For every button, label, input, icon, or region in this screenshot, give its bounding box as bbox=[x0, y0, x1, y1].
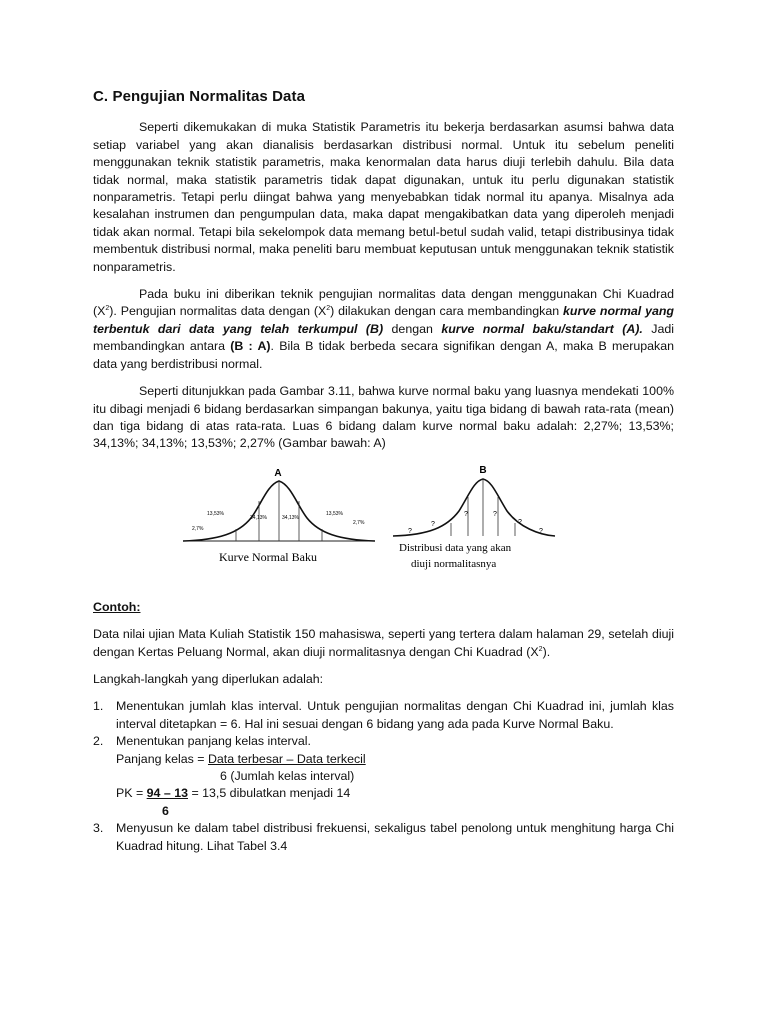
example-intro bbox=[93, 626, 674, 661]
p2-text-e: Jadi membandingkan antara bbox=[93, 321, 674, 354]
steps-intro: Langkah-langkah yang diperlukan adalah: bbox=[93, 671, 324, 686]
p2-text-d: dengan bbox=[383, 321, 442, 336]
pk-result: = 13,5 dibulatkan menjadi 14 bbox=[188, 786, 351, 801]
curve-b-group bbox=[393, 465, 555, 570]
example-intro-b: ). bbox=[542, 644, 551, 659]
pk-label: PK = bbox=[116, 786, 147, 801]
example-intro-a: Data nilai ujian Mata Kuliah Statistik 150 mahasiswa, seperti yang tertera dalam halaman 29, setelah diuji dengan Kertas Peluang Normal, akan diuji normalitasnya dengan Chi Kuadrad (X bbox=[93, 627, 674, 659]
step-number: 1. bbox=[93, 699, 104, 714]
curve-a-label-6: 2,7% bbox=[353, 519, 365, 526]
formula-label: Panjang kelas = bbox=[116, 751, 208, 766]
step-item bbox=[93, 698, 674, 733]
curve-b-label-6: ? bbox=[539, 527, 543, 535]
superscript: 2 bbox=[326, 305, 331, 313]
p2-emphasis-1: kurve normal yang terbentuk dari data yang telah terkumpul (B) bbox=[93, 304, 674, 336]
superscript: 2 bbox=[105, 305, 110, 313]
step-number: 3. bbox=[93, 821, 104, 836]
curve-a-caption: Kurve Normal Baku bbox=[219, 549, 317, 564]
curve-b-letter: B bbox=[479, 464, 487, 476]
step-item bbox=[93, 820, 674, 855]
p2-text-f: . Bila B tidak berbeda secara signifikan dengan A, maka B merupakan data yang berdistribusi normal. bbox=[93, 339, 674, 371]
curve-a-label-1: 2,7% bbox=[192, 525, 204, 532]
curve-a-group bbox=[183, 468, 375, 564]
step-text: Menyusun ke dalam tabel distribusi frekuensi, sekaligus tabel penolong untuk menghitung harga Chi Kuadrad hitung. Lihat Tabel 3.4 bbox=[116, 821, 674, 853]
step-item bbox=[93, 733, 674, 820]
curve-a-label-2: 13,53% bbox=[207, 510, 224, 517]
paragraph-1: Seperti dikemukakan di muka Statistik Parametris itu bekerja berdasarkan asumsi bahwa data setiap variabel yang akan dianalisis berdasarkan distribusi normal. Untuk itu sebelum peneliti menggunakan teknik statistik parametris, maka kenormalan data harus diuji terlebih dahulu. Bila data tidak normal, maka statistik parametris tidak dapat digunakan, untuk itu perlu digunakan statistik nonparametris. Tetapi perlu diingat bahwa yang menyebabkan tidak normal itu apanya. Misalnya ada kesalahan instrumen dan pengumpulan data, maka dapat mengakibatkan data yang diperoleh menjadi tidak akan normal. Tetapi bila sekelompok data memang betul-betul sudah valid, tetapi distribusinya tidak membentuk distribusi normal, maka peneliti baru membuat keputusan untuk menggunakan teknik statistik nonparametris. bbox=[93, 120, 674, 274]
formula-denominator: 6 (Jumlah kelas interval) bbox=[220, 768, 355, 783]
step-number: 2. bbox=[93, 734, 104, 749]
paragraph-3: Seperti ditunjukkan pada Gambar 3.11, bahwa kurve normal baku yang luasnya mendekati 100% itu dibagi menjadi 6 bidang berdasarkan simpangan bakunya, yaitu tiga bidang di bawah rata-rata (mean) dan tiga bidang di atas rata-rata. Luas 6 bidang dalam kurve normal baku adalah: 2,27%; 13,53%; 34,13%; 34,13%; 13,53%; 2,27% (Gambar bawah: A) bbox=[93, 384, 674, 451]
example-heading: Contoh: bbox=[93, 599, 141, 614]
document-content bbox=[93, 88, 674, 855]
curve-b-label-1: ? bbox=[408, 527, 412, 535]
p2-text-b: ). Pengujian normalitas data dengan (X bbox=[109, 304, 327, 319]
paragraph-2 bbox=[93, 286, 674, 373]
formula-numerator: Data terbesar – Data terkecil bbox=[207, 751, 366, 766]
curve-a-label-3: 34,13% bbox=[250, 514, 267, 521]
formula-pk bbox=[116, 785, 674, 802]
section-title: C. Pengujian Normalitas Data bbox=[93, 88, 306, 105]
superscript: 2 bbox=[538, 645, 543, 653]
steps-list bbox=[93, 698, 674, 855]
curve-b-label-2: ? bbox=[431, 520, 435, 528]
pk-denominator: 6 bbox=[162, 803, 169, 818]
step-text: Menentukan panjang kelas interval. bbox=[116, 734, 311, 749]
p2-bold-ratio: (B : A) bbox=[230, 339, 271, 354]
pk-numerator: 94 – 13 bbox=[146, 786, 188, 801]
curve-b-line bbox=[393, 479, 555, 536]
curve-a-label-4: 34,13% bbox=[282, 514, 299, 521]
p2-text-c: ) dilakukan dengan cara membandingkan bbox=[330, 304, 563, 319]
formula-panjang-kelas bbox=[116, 751, 674, 768]
curve-b-label-4: ? bbox=[493, 510, 497, 518]
p2-text-a: Pada buku ini diberikan teknik pengujian normalitas data dengan menggunakan Chi Kuadrad (X bbox=[93, 287, 674, 319]
curve-b-label-5: ? bbox=[518, 518, 522, 526]
curve-b-caption-2: diuji normalitasnya bbox=[411, 557, 497, 570]
normal-curves-figure bbox=[179, 463, 569, 585]
curve-b-caption-1: Distribusi data yang akan bbox=[399, 541, 512, 554]
curve-a-label-5: 13,53% bbox=[326, 510, 343, 517]
curve-b-label-3: ? bbox=[464, 510, 468, 518]
curve-a-letter: A bbox=[274, 467, 282, 479]
p2-emphasis-2: kurve normal baku/standart (A). bbox=[441, 321, 643, 336]
curves-illustration bbox=[179, 463, 569, 585]
step-text: Menentukan jumlah klas interval. Untuk pengujian normalitas dengan Chi Kuadrad ini, jumlah klas interval ditetapkan = 6. Hal ini sesuai dengan 6 bidang yang ada pada Kurve Normal Baku. bbox=[116, 699, 674, 731]
